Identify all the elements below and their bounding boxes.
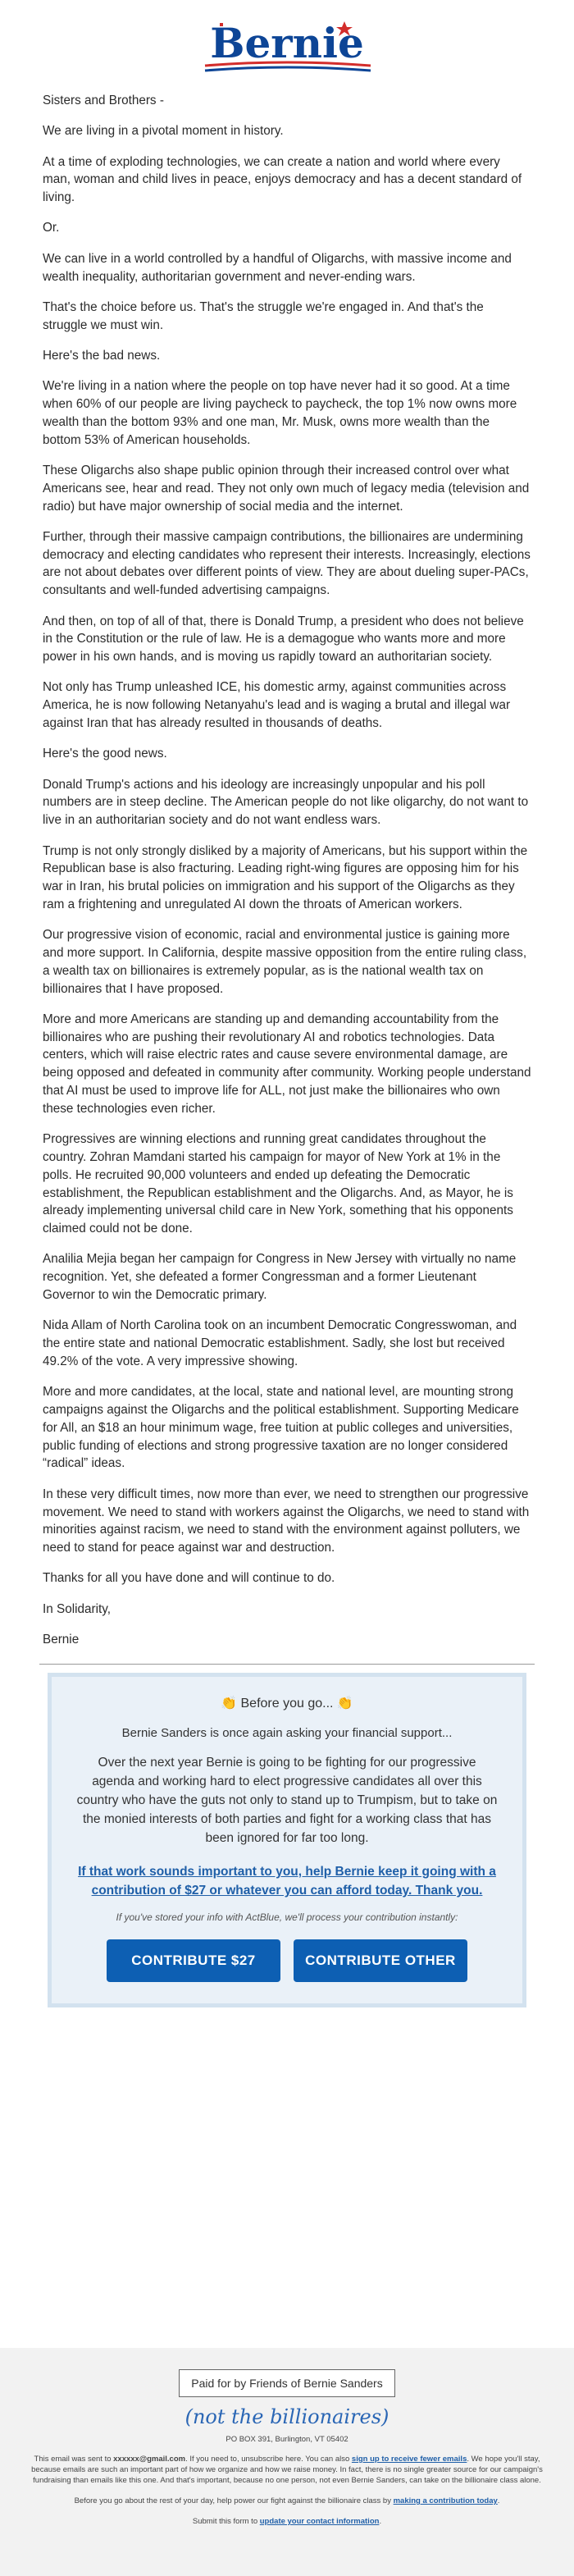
donation-box [48, 1673, 526, 2007]
contribute-other-button[interactable]: CONTRIBUTE OTHER [294, 1939, 467, 1982]
paid-for-notice: Paid for by Friends of Bernie Sanders [179, 2369, 394, 2397]
letter-paragraph: We're living in a nation where the people on top have never had it so good. At a time when 60% of our people are living paycheck to paycheck, the top 1% now owns more wealth than the bottom 93% and one man, Mr. Musk, owns more wealth than the bottom 53% of American households. [43, 379, 517, 447]
letter-paragraph: Sisters and Brothers - [43, 94, 164, 107]
contribution-link[interactable]: If that work sounds important to you, help Bernie keep it going with a contribution of $27 or whatever you can afford today. Thank you. [78, 1864, 496, 1898]
ask-body: Over the next year Bernie is going to be fighting for our progressive agenda and working hard to elect progressive candidates all over this country who have the guts not only to stand up to Trumpism, but to take on the monied interests of both parties and fight for a working class that has been ignored for far too long. [76, 1755, 498, 1845]
letter-paragraph: Trump is not only strongly disliked by a majority of Americans, but his support within the Republican base is also fracturing. Leading right-wing figures are opposing him for his war in Iran, his brutal policies on immigration and his support of the Oligarchs as they ram a frightening and unregulated AI down the throats of American workers. [43, 843, 528, 911]
letter-paragraph: These Oligarchs also shape public opinion through their increased control over what Americans see, hear and read. They not only own much of legacy media (television and radio) but have major ownership of social media and the internet. [43, 463, 530, 514]
contribute-27-button[interactable]: CONTRIBUTE $27 [107, 1939, 280, 1982]
letter-paragraph: More and more Americans are standing up and demanding accountability from the billionaires who are pushing their revolutionary AI and robotics technologies. Data centers, which will raise electric rates and cause severe environmental damage, are being opposed and defeated in community after community. Working people understand that AI must be used to improve life for ALL, not just make the billionaires who own these technologies even richer. [43, 1012, 531, 1116]
update-info-notice: Submit this form to update your contact information. [192, 2517, 382, 2526]
contribute-today-link[interactable]: making a contribution today [393, 2496, 498, 2505]
letter-paragraph: Not only has Trump unleashed ICE, his domestic army, against communities across America, he is now following Netanyahu's lead and is waging a brutal and illegal war against Iran that has already resulted in thousands of deaths. [43, 680, 511, 731]
letter-paragraph: Or. [43, 221, 60, 235]
footer [0, 2348, 574, 2576]
letter-paragraph: At a time of exploding technologies, we can create a nation and world where every man, woman and child lives in peace, enjoys democracy and has a decent standard of living. [43, 154, 522, 205]
letter-paragraph: In these very difficult times, now more than ever, we need to strengthen our progressive movement. We need to stand with workers against the Oligarchs, we need to stand with minorities against racism, we need to stand with the environment against polluters, we need to stand for peace against war and destruction. [43, 1487, 530, 1555]
letter-body [0, 92, 574, 1649]
letter-paragraph: That's the choice before us. That's the struggle we're engaged in. And that's the struggle we must win. [43, 299, 484, 332]
letter-paragraph: Further, through their massive campaign contributions, the billionaires are undermining democracy and electing candidates who represent their interests. Increasingly, elections are not about debates over different points of view. They are about dueling super-PACs, consultants and well-funded advertising campaigns. [43, 529, 531, 598]
letter-paragraph: We are living in a pivotal moment in history. [43, 124, 284, 139]
ask-subtitle: Bernie Sanders is once again asking your financial support... [121, 1725, 453, 1740]
letter-paragraph: And then, on top of all of that, there is Donald Trump, a president who does not believe in the Constitution or the rule of law. He is a demagogue who wants more and more power in his own hands, and is moving us rapidly toward an authoritarian society. [43, 614, 524, 665]
letter-paragraph: Our progressive vision of economic, racial and environmental justice is gaining more and more support. In California, despite massive opposition from the entire ruling class, a wealth tax on billionaires is extremely popular, as is the national wealth tax on billionaires that I have proposed. [43, 928, 527, 996]
header [0, 0, 574, 92]
letter-paragraph: In Solidarity, [43, 1601, 112, 1616]
email-notice: This email was sent to xxxxxx@gmail.com. If you need to, unsubscribe here. You can also sign up to receive fewer emails. We hope you'll stay, because emails are such an important part of how we organize and how we raise money. In fact, there is no single greater source for our campaign's fundraising than emails like this one. And that's important, because no one person, not even Bernie Sanders, can take on the billionaire class alone. [31, 2455, 543, 2485]
svg-text:Bernie: Bernie [210, 19, 364, 67]
recipient-email: xxxxxx@gmail.com [113, 2455, 186, 2464]
letter-paragraph: Bernie [43, 1632, 80, 1647]
letter-paragraph: Nida Allam of North Carolina took on an incumbent Democratic Congresswoman, and the entire state and national Democratic establishment. Sadly, she lost but received 49.2% of the vote. A very impressive showing. [43, 1318, 517, 1368]
letter-paragraph: Thanks for all you have done and will continue to do. [43, 1571, 335, 1586]
mailing-address: PO BOX 391, Burlington, VT 05402 [226, 2435, 348, 2444]
tagline: (not the billionaires) [184, 2405, 390, 2428]
letter-paragraph: More and more candidates, at the local, state and national level, are mounting strong campaigns against the Oligarchs and the political establishment. Supporting Medicare for All, an $18 an hour minimum wage, free tuition at public colleges and universities, public funding of elections and strong progressive taxation are no longer considered “radical” ideas. [43, 1385, 519, 1471]
letter-paragraph: Here's the bad news. [43, 348, 161, 363]
fewer-emails-link[interactable]: sign up to receive fewer emails [351, 2455, 467, 2464]
letter-paragraph: Donald Trump's actions and his ideology are increasingly unpopular and his poll numbers are in steep decline. The American people do not like oligarchy, do not want to live in an authoritarian society and do not want endless wars. [43, 777, 529, 828]
ask-title: 👏 Before you go... 👏 [221, 1696, 353, 1710]
letter-paragraph: Here's the good news. [43, 747, 167, 761]
bernie-logo[interactable] [0, 18, 574, 84]
letter-paragraph: Analilia Mejia began her campaign for Congress in New Jersey with virtually no name recognition. Yet, she defeated a former Congressman and a former Lieutenant Governor to win the Democratic primary. [43, 1252, 517, 1303]
contribute-buttons [76, 1939, 498, 1982]
contribution-notice: Before you go about the rest of your day, help power our fight against the billionaire class by making a contribution today. [74, 2496, 500, 2505]
letter-paragraph: Progressives are winning elections and running great candidates throughout the country. Zohran Mamdani started his campaign for mayor of New York at 1% in the polls. He recruited 90,000 volunteers and ended up defeating the Democratic establishment, the Republican establishment and the Oligarchs. And, as Mayor, he is already implementing universal child care in New York, something that his opponents claimed could not be done. [43, 1132, 513, 1236]
divider [39, 1664, 535, 1665]
letter-paragraph: We can live in a world controlled by a handful of Oligarchs, with massive income and wealth inequality, authoritarian government and never-ending wars. [43, 251, 512, 284]
actblue-note: If you've stored your info with ActBlue, we'll process your contribution instantly: [116, 1911, 458, 1923]
update-contact-link[interactable]: update your contact information [259, 2517, 380, 2526]
